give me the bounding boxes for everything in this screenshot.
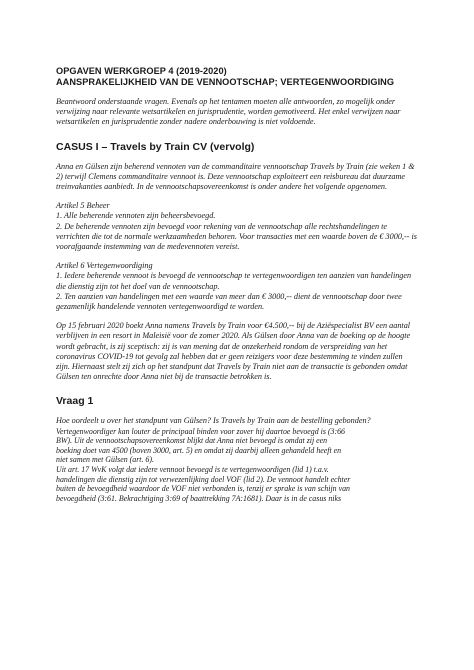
article-clause: 2. Ten aanzien van handelingen met een waarde van meer dan € 3000,-- dient de vennootschap door twee gezamenlijk handelende vennoten vertegenwoordigd te worden. [56, 291, 402, 312]
answer-line: BW). Uit de vennootschapsovereenkomst blijkt dat Anna niet bevoegd is omdat zij een [56, 436, 328, 446]
answer-line: bevoegdheid (3:61. Bekrachtiging 3:69 of baattrekking 7A:1681). Daar is in de casus niks [56, 493, 342, 503]
answer-block [56, 427, 418, 504]
question-text: Hoe oordeelt u over het standpunt van Gülsen? Is Travels by Train aan de bestelling gebonden? [56, 416, 371, 426]
casus-intro-paragraph: Anna en Gülsen zijn beherend vennoten van de commanditaire vennootschap Travels by Train (zie weken 1 & 2) terwijl Clemens commanditaire vennoot is. Deze vennootschap exploiteert een reisbureau dat duurzame treinvakanties aanbiedt. In de vennootschapsovereenkomst is onder andere het volgende opgenomen. [56, 161, 415, 192]
answer-line: boeking doet van 4500 (boven 3000, art. 5) en omdat zij daarbij alleen gehandeld heeft en [56, 445, 342, 455]
article-clause: 2. De beherende vennoten zijn bevoegd voor rekening van de vennootschap alle rechtshandelingen te verrichten die tot de normale werkzaamheden behoren. Voor transacties met een waarde boven de € 3000,-- is voorafgaande instemming van de medevennoten vereist. [56, 221, 417, 252]
article-5 [56, 201, 418, 252]
answer-line: niet samen met Gülsen (art. 6). [56, 455, 154, 465]
article-clause: 1. Alle beherende vennoten zijn beheersbevoegd. [56, 211, 216, 221]
casus-heading: CASUS I – Travels by Train CV (vervolg) [56, 140, 255, 153]
question-heading: Vraag 1 [56, 395, 94, 408]
answer-line: Uit art. 17 WvK volgt dat iedere vennoot bevoegd is te vertegenwoordigen (lid 1) t.a.v. [56, 465, 329, 475]
article-title: Artikel 6 Vertegenwoordiging [56, 261, 153, 271]
answer-line: Vertegenwoordiger kan louter de principaal binden voor zover hij daartoe bevoegd is (3:66 [56, 426, 345, 436]
article-6 [56, 261, 418, 312]
document-title-line-2: AANSPRAKELIJKHEID VAN DE VENNOOTSCHAP; VERTEGENWOORDIGING [56, 77, 395, 87]
answer-line: buiten de bevoegdheid waardoor de VOF niet verbonden is, tenzij er sprake is van schijn van [56, 484, 350, 494]
article-title: Artikel 5 Beheer [56, 201, 110, 211]
case-facts-paragraph: Op 15 februari 2020 boekt Anna namens Travels by Train voor €4.500,-- bij de Aziëspecialist BV een aantal verblijven in een resort in Maleisië voor de zomer 2020. Als Gülsen door Anna van de boeking op de hoogte wordt gebracht, is zij sceptisch: zij is van mening dat de onzekerheid rondom de verspreiding van het coronavirus COVID-19 tot gevolg zal hebben dat er geen reizigers voor deze bestemming te vinden zullen zijn. Hiernaast stelt zij zich op het standpunt dat Travels by Train niet aan de transactie is gebonden omdat Gülsen ten onrechte door Anna niet bij de transactie betrokken is. [56, 321, 411, 382]
article-clause: 1. Iedere beherende vennoot is bevoegd de vennootschap te vertegenwoordigen ten aanzien van handelingen die dienstig zijn tot het doel van de vennootschap. [56, 271, 412, 291]
answer-line: handelingen die dienstig zijn tot verwezenlijking doel VOF (lid 2). De vennoot handelt echter [56, 474, 351, 484]
instructions-paragraph: Beantwoord onderstaande vragen. Evenals op het tentamen moeten alle antwoorden, zo mogelijk onder verwijzing naar relevante wetsartikelen en jurisprudentie, worden gemotiveerd. Het enkel verwijzen naar wetsartikelen en jurisprudentie zonder nadere onderbouwing is niet voldoende. [56, 97, 401, 127]
document-title-line-1: OPGAVEN WERKGROEP 4 (2019-2020) [56, 66, 227, 76]
